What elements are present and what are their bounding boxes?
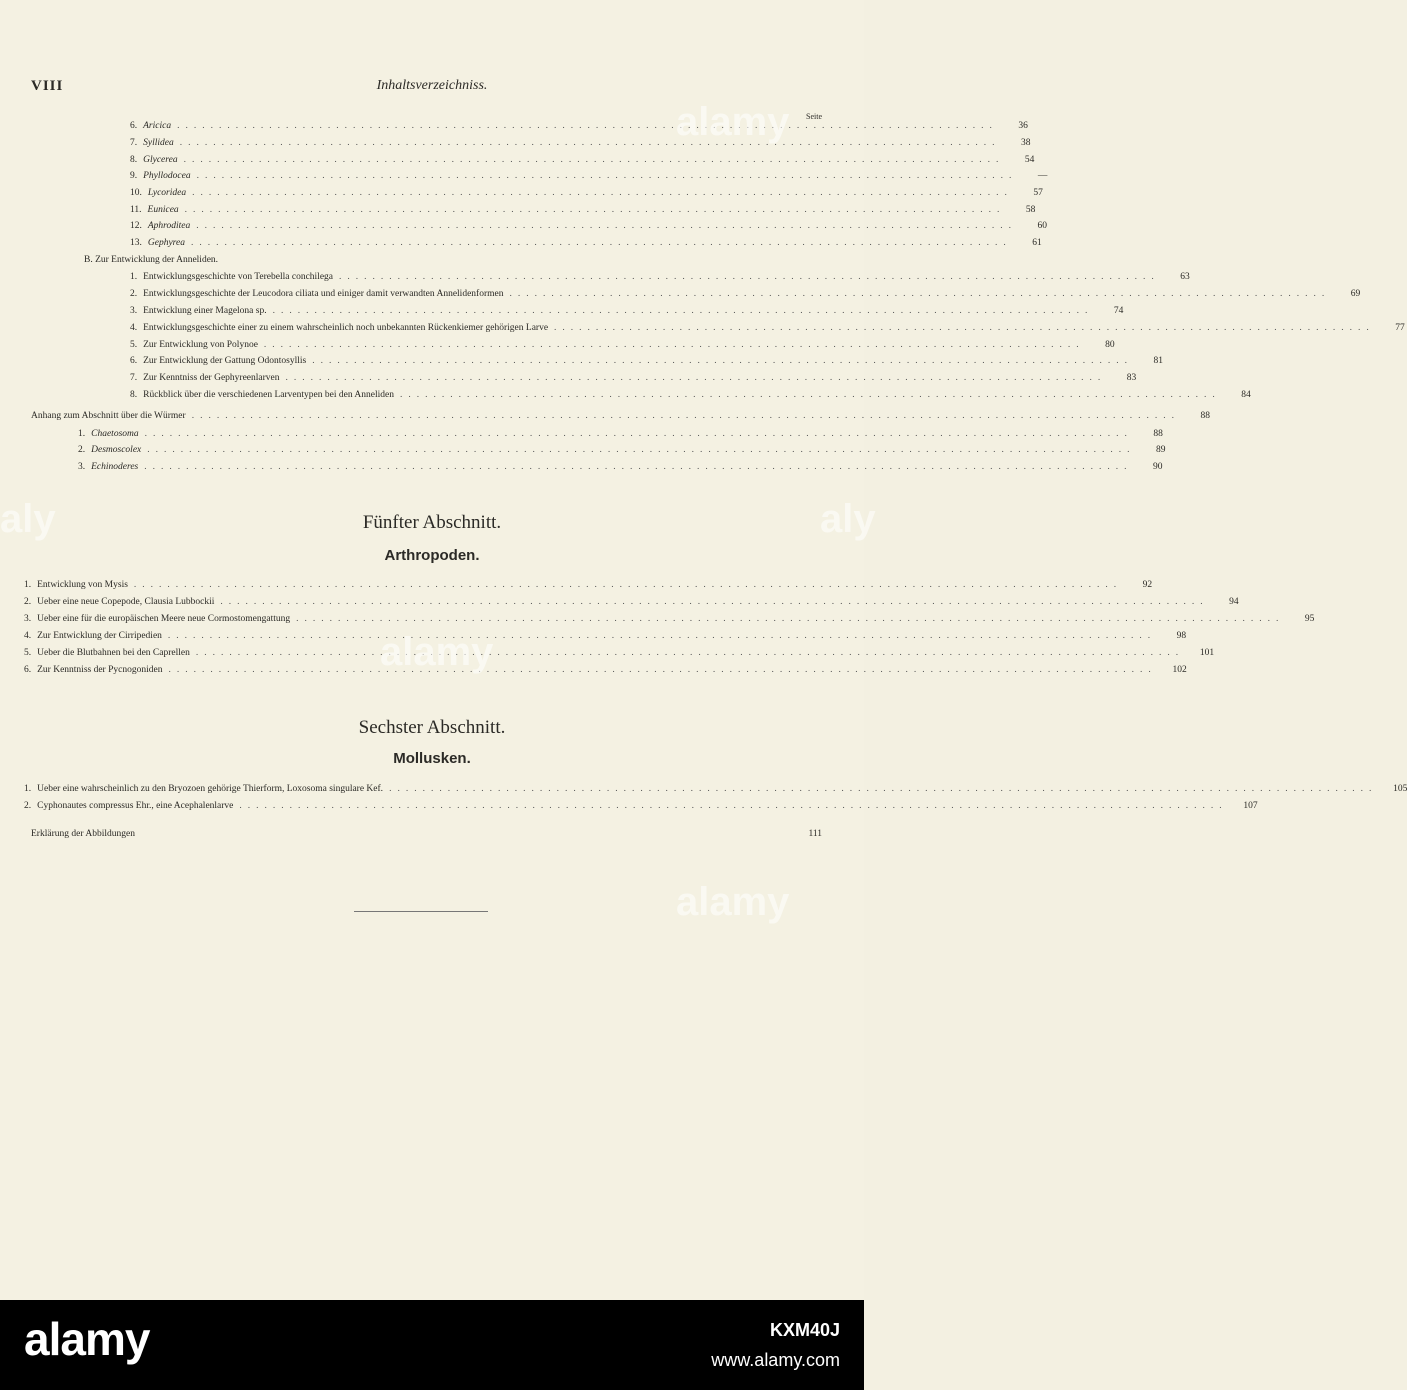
toc-entry: 5. Ueber die Blutbahnen bei den Caprellen ...................................................................................................................... 101 [24, 648, 1215, 658]
toc-entry: 1. Chaetosoma ...................................................................................................................... 88 [78, 429, 1163, 439]
seite-label: Seite [806, 112, 822, 121]
toc-entry: 6. Zur Entwicklung der Gattung Odontosyllis .................................................................................................. 81 [130, 356, 1163, 366]
toc-entry: 7. Syllidea .................................................................................................. 38 [130, 138, 1031, 148]
toc-entry-erklaerung: Erklärung der Abbildungen 111 [31, 829, 822, 839]
toc-entry: 11. Eunicea .................................................................................................. 58 [130, 205, 1036, 215]
watermark: alamy [676, 100, 790, 144]
toc-entry: 6. Aricica .................................................................................................. 36 [130, 121, 1028, 131]
running-title: Inhaltsverzeichniss. [376, 78, 488, 93]
toc-entry: 2. Entwicklungsgeschichte der Leucodora ciliata und einiger damit verwandten Annelidenformen .................................................................................................. 69 [130, 289, 1361, 299]
section-5-subject: Arthropoden. [384, 547, 480, 564]
toc-entry: 12. Aphroditea .................................................................................................. 60 [130, 221, 1048, 231]
toc-entry-anhang: Anhang zum Abschnitt über die Würmer ...................................................................................................................... 88 [31, 411, 1210, 421]
image-id: KXM40J [769, 1320, 840, 1340]
toc-entry: 1. Ueber eine wahrscheinlich zu den Bryozoen gehörige Thierform, Loxosoma singulare Kef. ...................................................................................................................... 105 [24, 784, 1407, 794]
toc-entry: 10. Lycoridea .................................................................................................. 57 [130, 188, 1043, 198]
toc-entry: 3. Echinoderes ...................................................................................................................... 90 [78, 462, 1163, 472]
section-5-title: Fünfter Abschnitt. [362, 512, 502, 533]
closing-rule [354, 911, 488, 912]
page-number: VIII [31, 78, 64, 94]
watermark: aly [820, 497, 876, 541]
toc-entry: 6. Zur Kenntniss der Pycnogoniden ...................................................................................................................... 102 [24, 665, 1187, 675]
brand-logo: alamy [24, 1313, 150, 1365]
toc-entry: 8. Rückblick über die verschiedenen Larventypen bei den Anneliden .................................................................................................. 84 [130, 390, 1251, 400]
toc-entry: 13. Gephyrea .................................................................................................. 61 [130, 238, 1042, 248]
toc-entry: 4. Entwicklungsgeschichte einer zu einem wahrscheinlich noch unbekannten Rückenkiemer gehörigen Larve .................................................................................................. 77 [130, 323, 1405, 333]
toc-entry: 8. Glycerea .................................................................................................. 54 [130, 155, 1035, 165]
toc-entry: 7. Zur Kenntniss der Gephyreenlarven .................................................................................................. 83 [130, 373, 1137, 383]
section-b-heading: B. Zur Entwicklung der Anneliden. [84, 255, 219, 265]
toc-entry: 2. Desmoscolex ...................................................................................................................... 89 [78, 445, 1166, 455]
watermark: alamy [380, 630, 494, 674]
section-6-subject: Mollusken. [393, 750, 471, 767]
toc-entry: 2. Cyphonautes compressus Ehr., eine Acephalenlarve ...................................................................................................................... 107 [24, 801, 1258, 811]
toc-entry: 5. Zur Entwicklung von Polynoe .................................................................................................. 80 [130, 340, 1115, 350]
toc-entry: 9. Phyllodocea .................................................................................................. — [130, 171, 1048, 181]
toc-entry: 3. Entwicklung einer Magelona sp. .................................................................................................. 74 [130, 306, 1124, 316]
section-6-title: Sechster Abschnitt. [358, 717, 506, 738]
toc-entry: 3. Ueber eine für die europäischen Meere neue Cormostomengattung ...................................................................................................................... 95 [24, 614, 1315, 624]
stock-footer [0, 1300, 864, 1390]
watermark: aly [0, 497, 56, 541]
toc-entry: 1. Entwicklungsgeschichte von Terebella conchilega .................................................................................................. 63 [130, 272, 1190, 282]
toc-entry: 1. Entwicklung von Mysis ...................................................................................................................... 92 [24, 580, 1153, 590]
watermark: alamy [676, 880, 790, 924]
toc-entry: 2. Ueber eine neue Copepode, Clausia Lubbockii ...................................................................................................................... 94 [24, 597, 1239, 607]
toc-entry: 4. Zur Entwicklung der Cirripedien ...................................................................................................................... 98 [24, 631, 1187, 641]
site-url: www.alamy.com [711, 1350, 840, 1370]
